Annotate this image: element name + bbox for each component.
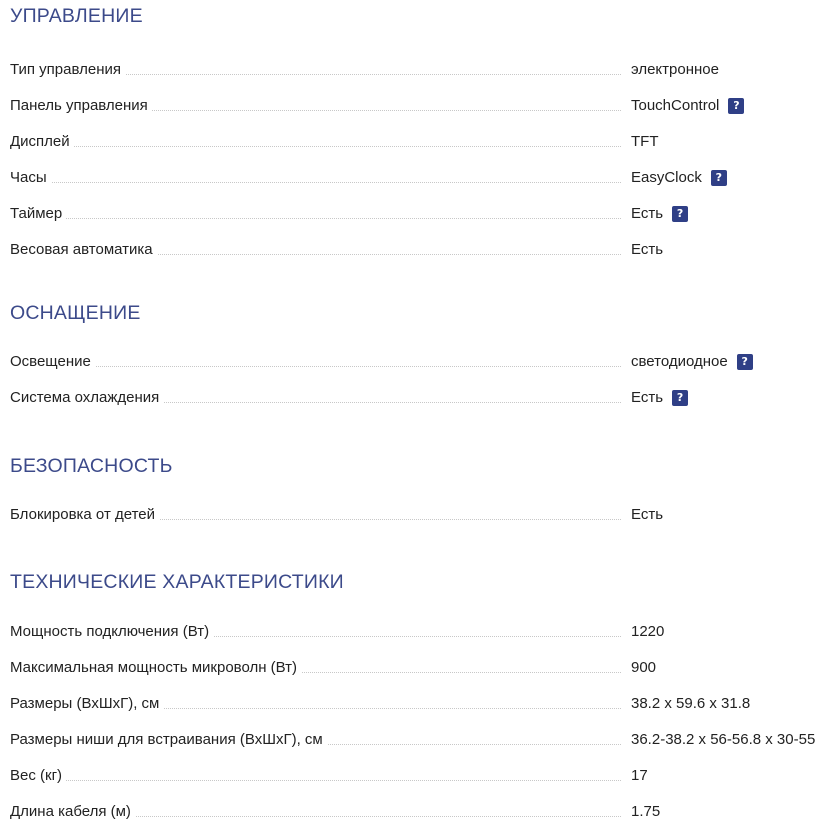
spec-row	[10, 168, 838, 188]
spec-row	[10, 622, 838, 642]
section-title: ТЕХНИЧЕСКИЕ ХАРАКТЕРИСТИКИ	[10, 571, 344, 593]
spec-row	[10, 352, 838, 372]
spec-row	[10, 204, 838, 224]
question-icon[interactable]: ?	[737, 354, 753, 370]
spec-label: Панель управления	[10, 96, 152, 116]
section-title: УПРАВЛЕНИЕ	[10, 5, 143, 27]
spec-value: 900	[631, 659, 657, 676]
question-icon[interactable]: ?	[728, 98, 744, 114]
spec-label: Вес (кг)	[10, 766, 66, 786]
spec-row	[10, 96, 838, 116]
spec-label: Максимальная мощность микроволн (Вт)	[10, 658, 301, 678]
spec-value: 17	[631, 767, 648, 784]
spec-value: Есть ?	[631, 204, 688, 224]
section-title: ОСНАЩЕНИЕ	[10, 302, 141, 324]
spec-row	[10, 694, 838, 714]
spec-value: 38.2 x 59.6 x 31.8	[631, 695, 751, 712]
dotted-leader	[10, 218, 621, 219]
spec-label: Блокировка от детей	[10, 505, 159, 525]
spec-value: 1220	[631, 623, 665, 640]
spec-value: TouchControl ?	[631, 96, 744, 116]
spec-value: Есть	[631, 506, 664, 523]
spec-row	[10, 505, 838, 525]
spec-row	[10, 388, 838, 408]
spec-label: Тип управления	[10, 60, 125, 80]
spec-label: Часы	[10, 168, 51, 188]
question-icon[interactable]: ?	[672, 206, 688, 222]
spec-value: EasyClock ?	[631, 168, 727, 188]
spec-value: светодиодное ?	[631, 352, 753, 372]
spec-row	[10, 802, 838, 822]
spec-value: Есть	[631, 241, 664, 258]
spec-row	[10, 658, 838, 678]
spec-label: Система охлаждения	[10, 388, 163, 408]
dotted-leader	[10, 366, 621, 367]
question-icon[interactable]: ?	[711, 170, 727, 186]
spec-label: Дисплей	[10, 132, 74, 152]
spec-value: электронное	[631, 61, 719, 78]
question-icon[interactable]: ?	[672, 390, 688, 406]
spec-row	[10, 132, 838, 152]
spec-label: Длина кабеля (м)	[10, 802, 135, 822]
dotted-leader	[10, 146, 621, 147]
spec-label: Освещение	[10, 352, 95, 372]
spec-label: Весовая автоматика	[10, 240, 157, 260]
dotted-leader	[10, 780, 621, 781]
spec-label: Размеры (ВхШхГ), см	[10, 694, 163, 714]
spec-value: Есть ?	[631, 388, 688, 408]
spec-row	[10, 730, 838, 750]
spec-value: 1.75	[631, 803, 661, 820]
spec-row	[10, 766, 838, 786]
spec-label: Мощность подключения (Вт)	[10, 622, 213, 642]
dotted-leader	[10, 182, 621, 183]
spec-row	[10, 240, 838, 260]
section-title: БЕЗОПАСНОСТЬ	[10, 455, 173, 477]
spec-value: TFT	[631, 133, 659, 150]
spec-label: Таймер	[10, 204, 66, 224]
spec-label: Размеры ниши для встраивания (ВхШхГ), см	[10, 730, 327, 750]
spec-value: 36.2-38.2 x 56-56.8 x 30-55	[631, 731, 816, 748]
spec-row	[10, 60, 838, 80]
